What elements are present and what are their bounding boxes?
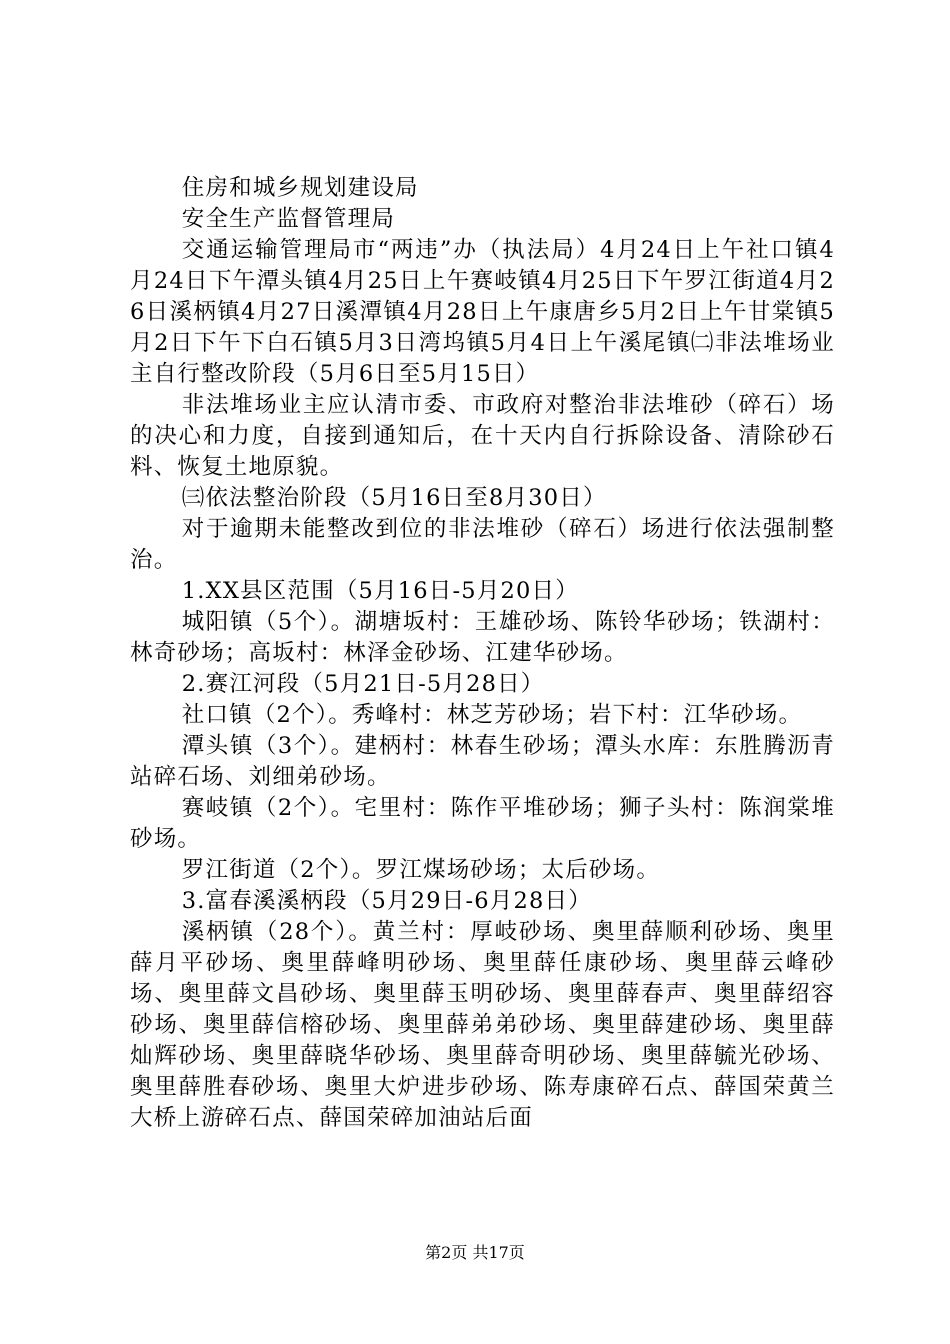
paragraph: 赛岐镇（2个）。宅里村：陈作平堆砂场；狮子头村：陈润棠堆砂场。 [130,795,835,852]
paragraph: 溪柄镇（28个）。黄兰村：厚岐砂场、奥里薛顺利砂场、奥里薛月平砂场、奥里薛峰明砂场、奥里薛任康砂场、奥里薛云峰砂场、奥里薛文昌砂场、奥里薛玉明砂场、奥里薛春声、奥里薛绍容砂场、奥里薛信榕砂场、奥里薛弟弟砂场、奥里薛建砂场、奥里薛灿辉砂场、奥里薛晓华砂场、奥里薛奇明砂场、奥里薛毓光砂场、奥里薛胜春砂场、奥里大炉进步砂场、陈寿康碎石点、薛国荣黄兰大桥上游碎石点、薛国荣碎加油站后面 [130,919,835,1131]
paragraph: 社口镇（2个）。秀峰村：林芝芳砂场；岩下村：江华砂场。 [181,702,803,728]
paragraph: 潭头镇（3个）。建柄村：林春生砂场；潭头水库：东胜腾沥青站碎石场、刘细弟砂场。 [130,733,835,790]
paragraph: 住房和城乡规划建设局 [181,175,419,201]
page-footer: 第2页 共17页 [425,1243,525,1262]
paragraph: 3.富春溪溪柄段（5月29日-6月28日） [181,888,592,914]
paragraph: 对于逾期未能整改到位的非法堆砂（碎石）场进行依法强制整治。 [130,516,835,573]
paragraph: 城阳镇（5个）。湖塘坂村：王雄砂场、陈铃华砂场；铁湖村：林奇砂场；高坂村：林泽金砂场、江建华砂场。 [130,609,835,666]
document-body [130,173,835,1134]
paragraph: ㈢依法整治阶段（5月16日至8月30日） [181,485,607,511]
paragraph: 2.赛江河段（5月21日-5月28日） [181,671,545,697]
paragraph: 交通运输管理局市“两违”办（执法局）4月24日上午社口镇4月24日下午潭头镇4月25日上午赛岐镇4月25日下午罗江街道4月26日溪柄镇4月27日溪潭镇4月28日上午康唐乡5月2日上午甘棠镇5月2日下午下白石镇5月3日湾坞镇5月4日上午溪尾镇㈡非法堆场业主自行整改阶段（5月6日至5月15日） [130,237,835,387]
paragraph: 非法堆场业主应认清市委、市政府对整治非法堆砂（碎石）场的决心和力度，自接到通知后，在十天内自行拆除设备、清除砂石料、恢复土地原貌。 [130,392,835,480]
paragraph: 罗江街道（2个）。罗江煤场砂场；太后砂场。 [181,857,661,883]
paragraph: 安全生产监督管理局 [181,206,396,232]
paragraph: 1.XX县区范围（5月16日-5月20日） [181,578,579,604]
